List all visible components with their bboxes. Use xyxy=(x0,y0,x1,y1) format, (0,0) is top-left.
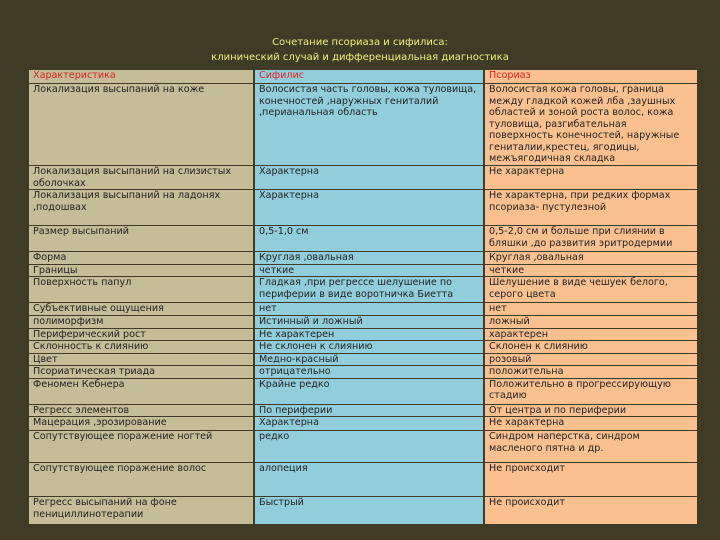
table-row xyxy=(28,166,698,190)
slide-title xyxy=(0,35,720,65)
cell-characteristic: Периферический рост xyxy=(28,328,254,341)
cell-psoriasis: Положительно в прогрессирующую стадию xyxy=(484,378,698,404)
comparison-table xyxy=(27,69,699,525)
table-row xyxy=(28,303,698,316)
cell-characteristic: Размер высыпаний xyxy=(28,226,254,252)
table-row xyxy=(28,328,698,341)
table-row xyxy=(28,316,698,329)
title-line-1: Сочетание псориаза и сифилиса: xyxy=(272,37,448,48)
table-header-row xyxy=(28,70,698,84)
cell-psoriasis: Шелушение в виде чешуек белого, серого цвета xyxy=(484,277,698,303)
header-psoriasis: Псориаз xyxy=(484,70,698,84)
cell-syphilis: Не характерен xyxy=(254,328,484,341)
cell-syphilis: Гладкая ,при регрессе шелушение по периферии в виде воротничка Биетта xyxy=(254,277,484,303)
header-syphilis: Сифилис xyxy=(254,70,484,84)
table-row xyxy=(28,190,698,226)
cell-psoriasis: нет xyxy=(484,303,698,316)
cell-syphilis: Круглая ,овальная xyxy=(254,252,484,265)
cell-psoriasis: Не происходит xyxy=(484,497,698,525)
cell-syphilis: Крайне редко xyxy=(254,378,484,404)
cell-syphilis: Медно-красный xyxy=(254,353,484,366)
cell-psoriasis: От центра и по периферии xyxy=(484,404,698,417)
table-row xyxy=(28,353,698,366)
cell-psoriasis: характерен xyxy=(484,328,698,341)
cell-characteristic: Сопутствующее поражение ногтей xyxy=(28,431,254,463)
table-row xyxy=(28,417,698,431)
cell-characteristic: полиморфизм xyxy=(28,316,254,329)
cell-syphilis: Характерна xyxy=(254,417,484,431)
cell-syphilis: нет xyxy=(254,303,484,316)
cell-psoriasis: 0,5-2,0 см и больше при слиянии в бляшки ,до развития эритродермии xyxy=(484,226,698,252)
title-line-2: клинический случай и дифференциальная диагностика xyxy=(211,52,509,63)
cell-psoriasis: Не характерна xyxy=(484,417,698,431)
cell-syphilis: четкие xyxy=(254,264,484,277)
table-row xyxy=(28,463,698,497)
cell-psoriasis: Склонен к слиянию xyxy=(484,341,698,354)
cell-psoriasis: четкие xyxy=(484,264,698,277)
cell-psoriasis: Не характерна, при редких формах псориаза- пустулезной xyxy=(484,190,698,226)
cell-characteristic: Локализация высыпаний на ладонях ,подошвах xyxy=(28,190,254,226)
table-row xyxy=(28,366,698,379)
cell-psoriasis: Синдром наперстка, синдром масленого пятна и др. xyxy=(484,431,698,463)
table-row xyxy=(28,497,698,525)
cell-syphilis: Быстрый xyxy=(254,497,484,525)
cell-syphilis: редко xyxy=(254,431,484,463)
table-row xyxy=(28,277,698,303)
cell-characteristic: Локализация высыпаний на коже xyxy=(28,84,254,166)
cell-psoriasis: Круглая ,овальная xyxy=(484,252,698,265)
table-row xyxy=(28,378,698,404)
cell-syphilis: 0,5-1,0 см xyxy=(254,226,484,252)
cell-characteristic: Регресс элементов xyxy=(28,404,254,417)
cell-syphilis: По периферии xyxy=(254,404,484,417)
table-row xyxy=(28,431,698,463)
cell-psoriasis: ложный xyxy=(484,316,698,329)
table-row xyxy=(28,404,698,417)
cell-characteristic: Форма xyxy=(28,252,254,265)
cell-syphilis: отрицательно xyxy=(254,366,484,379)
cell-syphilis: Истинный и ложный xyxy=(254,316,484,329)
cell-characteristic: Сопутствующее поражение волос xyxy=(28,463,254,497)
cell-characteristic: Мацерация ,эрозирование xyxy=(28,417,254,431)
cell-syphilis: алопеция xyxy=(254,463,484,497)
cell-characteristic: Границы xyxy=(28,264,254,277)
cell-characteristic: Регресс высыпаний на фоне пенициллинотерапии xyxy=(28,497,254,525)
cell-syphilis: Характерна xyxy=(254,190,484,226)
table-row xyxy=(28,264,698,277)
cell-characteristic: Феномен Кебнера xyxy=(28,378,254,404)
cell-syphilis: Волосистая часть головы, кожа туловища, конечностей ,наружных гениталий ,перианальная область xyxy=(254,84,484,166)
cell-characteristic: Псориатическая триада xyxy=(28,366,254,379)
cell-characteristic: Субъективные ощущения xyxy=(28,303,254,316)
table-row xyxy=(28,252,698,265)
table-row xyxy=(28,226,698,252)
cell-syphilis: Не склонен к слиянию xyxy=(254,341,484,354)
cell-characteristic: Цвет xyxy=(28,353,254,366)
cell-psoriasis: положительна xyxy=(484,366,698,379)
cell-characteristic: Склонность к слиянию xyxy=(28,341,254,354)
cell-syphilis: Характерна xyxy=(254,166,484,190)
cell-psoriasis: Не происходит xyxy=(484,463,698,497)
cell-characteristic: Локализация высыпаний на слизистых оболочках xyxy=(28,166,254,190)
cell-characteristic: Поверхность папул xyxy=(28,277,254,303)
table-row xyxy=(28,84,698,166)
cell-psoriasis: Волосистая кожа головы, граница между гладкой кожей лба ,заушных областей и зоной роста волос, кожа туловища, разгибательная поверхность конечностей, наружные гениталии,крестец, ягодицы, межъягодичная складка xyxy=(484,84,698,166)
header-characteristic: Характеристика xyxy=(28,70,254,84)
cell-psoriasis: Не характерна xyxy=(484,166,698,190)
table-row xyxy=(28,341,698,354)
cell-psoriasis: розовый xyxy=(484,353,698,366)
